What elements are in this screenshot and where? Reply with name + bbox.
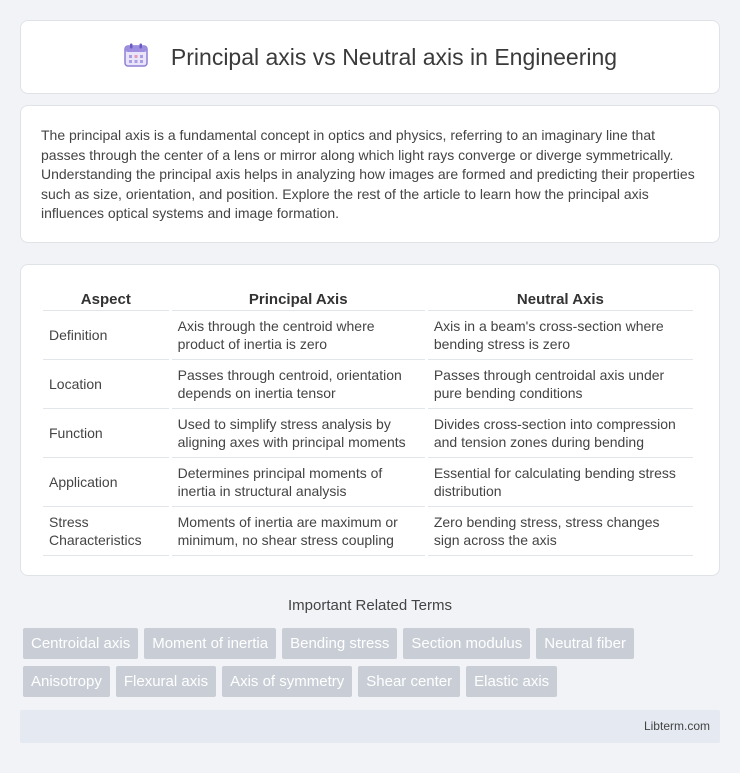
footer-site-link[interactable]: Libterm.com [643, 719, 710, 733]
comparison-table [40, 285, 696, 556]
intro-paragraph: The principal axis is a fundamental concept in optics and physics, referring to an imaginary line that passes through the center of a lens or mirror along which light rays converge or diverge symmetrically. Understanding the principal axis helps in analyzing how images are formed and predicting their properties such as size, orientation, and position. Explore the rest of the article to learn how the principal axis influences optical systems and image formation. [41, 127, 695, 221]
header-neutral-axis: Neutral Axis [428, 285, 693, 311]
header-principal-axis: Principal Axis [172, 285, 425, 311]
row-neutral: Essential for calculating bending stress distribution [428, 458, 693, 507]
tag-row [23, 666, 723, 697]
tag-anisotropy[interactable]: Anisotropy [23, 666, 110, 697]
tag-row [23, 628, 723, 659]
table-row [43, 507, 693, 556]
tag-elastic-axis[interactable]: Elastic axis [466, 666, 557, 697]
tag-centroidal-axis[interactable]: Centroidal axis [23, 628, 138, 659]
intro-card [20, 105, 720, 243]
row-principal: Moments of inertia are maximum or minimum, no shear stress coupling [172, 507, 425, 556]
row-aspect: Location [43, 360, 169, 409]
row-aspect: Function [43, 409, 169, 458]
header-card [20, 20, 720, 94]
table-row [43, 311, 693, 360]
header-aspect: Aspect [43, 285, 169, 311]
row-principal: Determines principal moments of inertia in structural analysis [172, 458, 425, 507]
comparison-table-card [20, 264, 720, 576]
page-title: Principal axis vs Neutral axis in Engineering [170, 43, 618, 70]
tag-moment-of-inertia[interactable]: Moment of inertia [144, 628, 276, 659]
row-neutral: Zero bending stress, stress changes sign across the axis [428, 507, 693, 556]
tag-shear-center[interactable]: Shear center [358, 666, 460, 697]
row-aspect: Stress Characteristics [43, 507, 169, 556]
table-header-row [43, 285, 693, 311]
table-row [43, 409, 693, 458]
row-principal: Used to simplify stress analysis by aligning axes with principal moments [172, 409, 425, 458]
row-aspect: Definition [43, 311, 169, 360]
row-principal: Axis through the centroid where product of inertia is zero [172, 311, 425, 360]
related-terms-title: Important Related Terms [288, 597, 452, 614]
tag-section-modulus[interactable]: Section modulus [403, 628, 530, 659]
row-principal: Passes through centroid, orientation depends on inertia tensor [172, 360, 425, 409]
related-terms [23, 628, 723, 704]
row-neutral: Axis in a beam's cross-section where bending stress is zero [428, 311, 693, 360]
table-row [43, 458, 693, 507]
tag-flexural-axis[interactable]: Flexural axis [116, 666, 216, 697]
row-aspect: Application [43, 458, 169, 507]
row-neutral: Divides cross-section into compression and tension zones during bending [428, 409, 693, 458]
table-row [43, 360, 693, 409]
tag-axis-of-symmetry[interactable]: Axis of symmetry [222, 666, 352, 697]
footer [20, 710, 720, 743]
row-neutral: Passes through centroidal axis under pure bending conditions [428, 360, 693, 409]
tag-bending-stress[interactable]: Bending stress [282, 628, 397, 659]
tag-neutral-fiber[interactable]: Neutral fiber [536, 628, 634, 659]
calendar-icon [123, 42, 149, 73]
